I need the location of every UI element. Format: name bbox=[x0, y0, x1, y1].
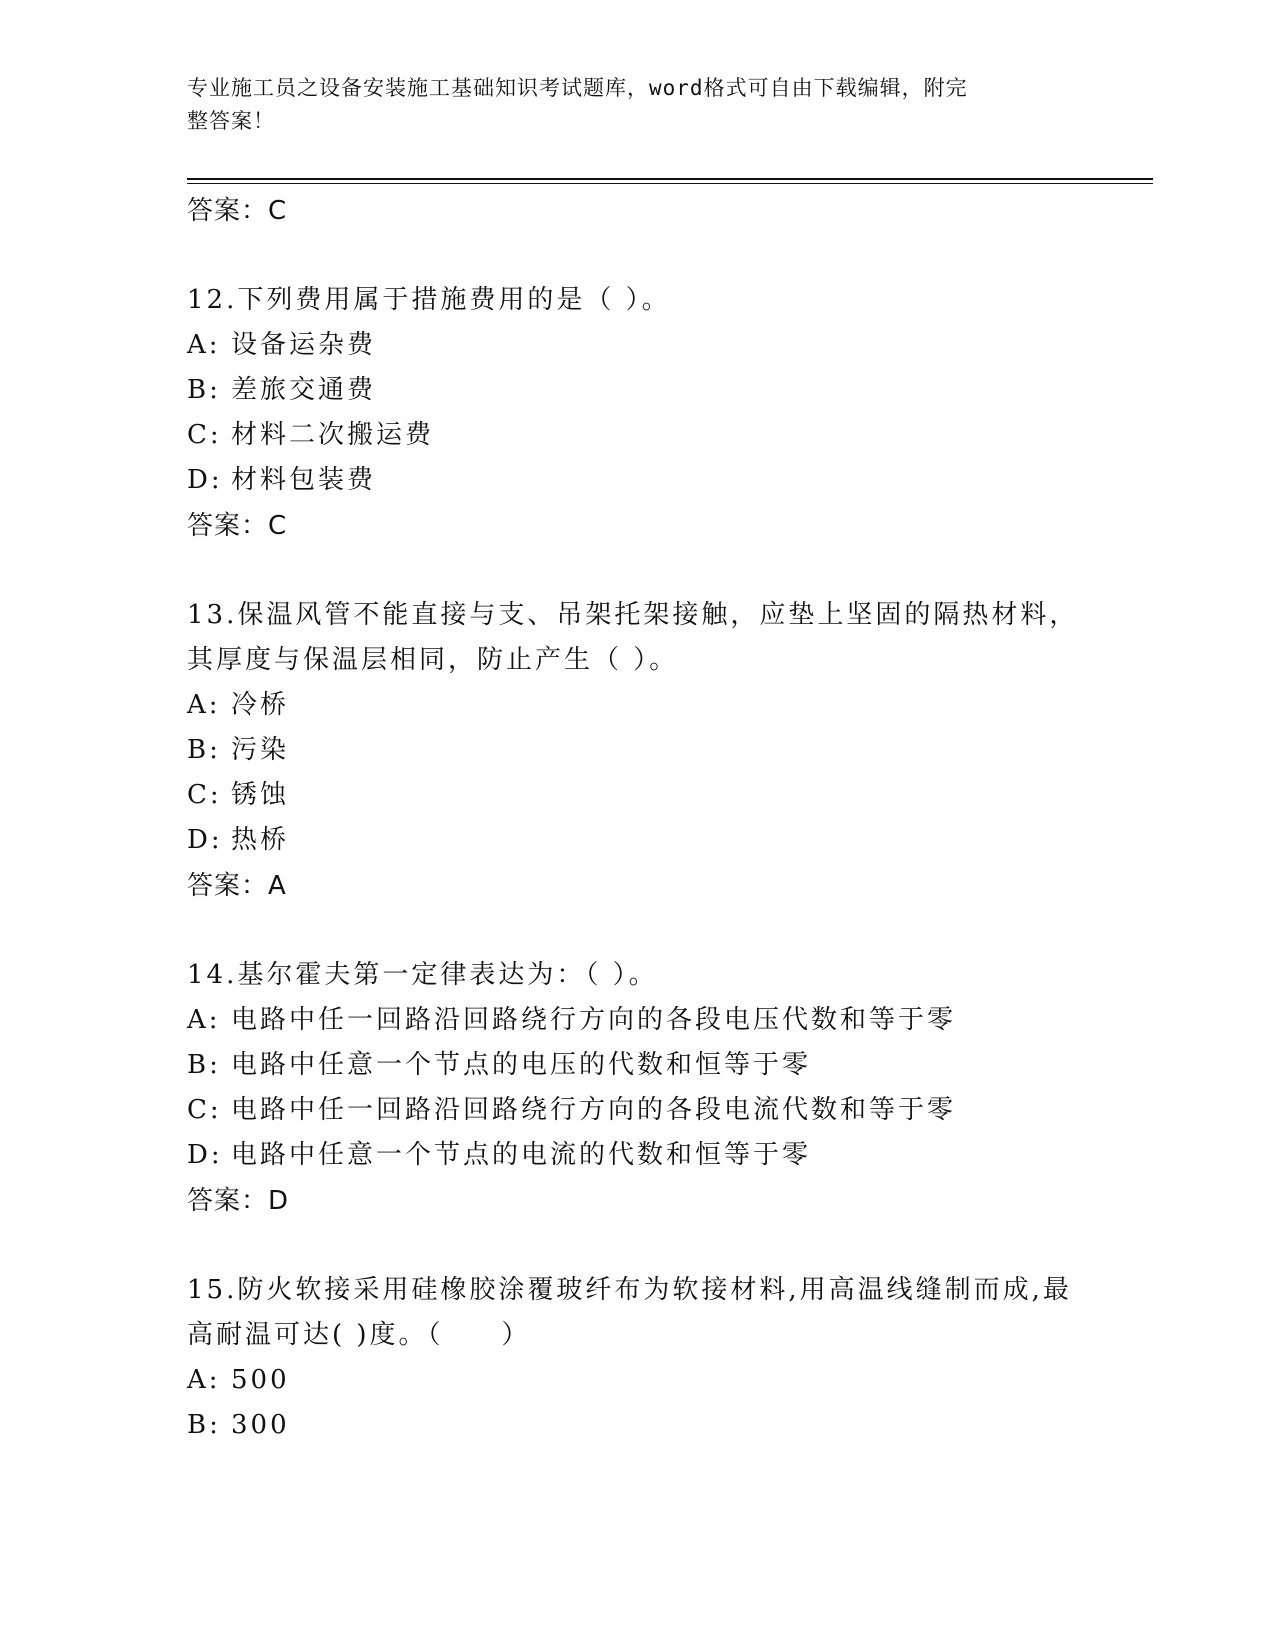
option-letter: D: bbox=[187, 825, 223, 855]
question-15 bbox=[187, 1268, 1087, 1448]
option-c bbox=[187, 1088, 1087, 1133]
answer-line: 答案：D bbox=[187, 1186, 290, 1216]
option-text: 材料二次搬运费 bbox=[231, 420, 435, 450]
question-text: 13.保温风管不能直接与支、吊架托架接触，应垫上坚固的隔热材料，其厚度与保温层相同，防止产生（ ）。 bbox=[187, 600, 1079, 675]
option-b bbox=[187, 1403, 1087, 1448]
option-letter: B: bbox=[187, 375, 221, 405]
question-text: 12.下列费用属于措施费用的是（ ）。 bbox=[187, 285, 671, 315]
option-a bbox=[187, 998, 1087, 1043]
option-text: 300 bbox=[231, 1410, 290, 1440]
option-a bbox=[187, 683, 1087, 728]
option-letter: C: bbox=[187, 780, 222, 810]
answer-line: 答案：C bbox=[187, 511, 288, 541]
option-d bbox=[187, 818, 1087, 863]
option-letter: B: bbox=[187, 1410, 221, 1440]
option-text: 冷桥 bbox=[231, 690, 290, 720]
answer-line: 答案：C bbox=[187, 196, 288, 226]
option-a bbox=[187, 1358, 1087, 1403]
option-text: 电路中任一回路沿回路绕行方向的各段电流代数和等于零 bbox=[231, 1095, 957, 1125]
option-b bbox=[187, 728, 1087, 773]
option-text: 设备运杂费 bbox=[231, 330, 377, 360]
option-text: 热桥 bbox=[231, 825, 290, 855]
option-c bbox=[187, 413, 1087, 458]
option-a bbox=[187, 323, 1087, 368]
option-text: 电路中任意一个节点的电流的代数和恒等于零 bbox=[231, 1140, 812, 1170]
question-text: 14.基尔霍夫第一定律表达为：（ ）。 bbox=[187, 960, 658, 990]
option-text: 污染 bbox=[231, 735, 290, 765]
answer-line: 答案：A bbox=[187, 871, 287, 901]
option-letter: A: bbox=[187, 690, 221, 720]
question-13 bbox=[187, 593, 1087, 909]
question-list bbox=[187, 188, 1087, 1448]
header-divider-thin bbox=[187, 183, 1153, 184]
option-letter: C: bbox=[187, 420, 222, 450]
header-divider-thick bbox=[187, 178, 1153, 180]
option-text: 电路中任一回路沿回路绕行方向的各段电压代数和等于零 bbox=[231, 1005, 957, 1035]
option-text: 500 bbox=[231, 1365, 290, 1395]
option-letter: A: bbox=[187, 1005, 221, 1035]
question-text: 15.防火软接采用硅橡胶涂覆玻纤布为软接材料,用高温线缝制而成,最高耐温可达( )度。（ ） bbox=[187, 1275, 1072, 1350]
option-text: 电路中任意一个节点的电压的代数和恒等于零 bbox=[231, 1050, 812, 1080]
option-text: 差旅交通费 bbox=[231, 375, 377, 405]
question-12 bbox=[187, 278, 1087, 549]
question-14 bbox=[187, 953, 1087, 1224]
option-letter: D: bbox=[187, 1140, 223, 1170]
option-d bbox=[187, 458, 1087, 503]
option-c bbox=[187, 773, 1087, 818]
option-text: 锈蚀 bbox=[231, 780, 290, 810]
option-b bbox=[187, 368, 1087, 413]
option-letter: A: bbox=[187, 330, 221, 360]
option-letter: B: bbox=[187, 1050, 221, 1080]
option-text: 材料包装费 bbox=[231, 465, 377, 495]
document-header bbox=[187, 72, 1067, 138]
option-letter: B: bbox=[187, 735, 221, 765]
option-letter: A: bbox=[187, 1365, 221, 1395]
header-line-1: 专业施工员之设备安装施工基础知识考试题库，word格式可自由下载编辑，附完 bbox=[187, 76, 968, 100]
option-d bbox=[187, 1133, 1087, 1178]
option-letter: D: bbox=[187, 465, 223, 495]
header-line-2: 整答案！ bbox=[187, 109, 275, 133]
option-b bbox=[187, 1043, 1087, 1088]
option-letter: C: bbox=[187, 1095, 222, 1125]
